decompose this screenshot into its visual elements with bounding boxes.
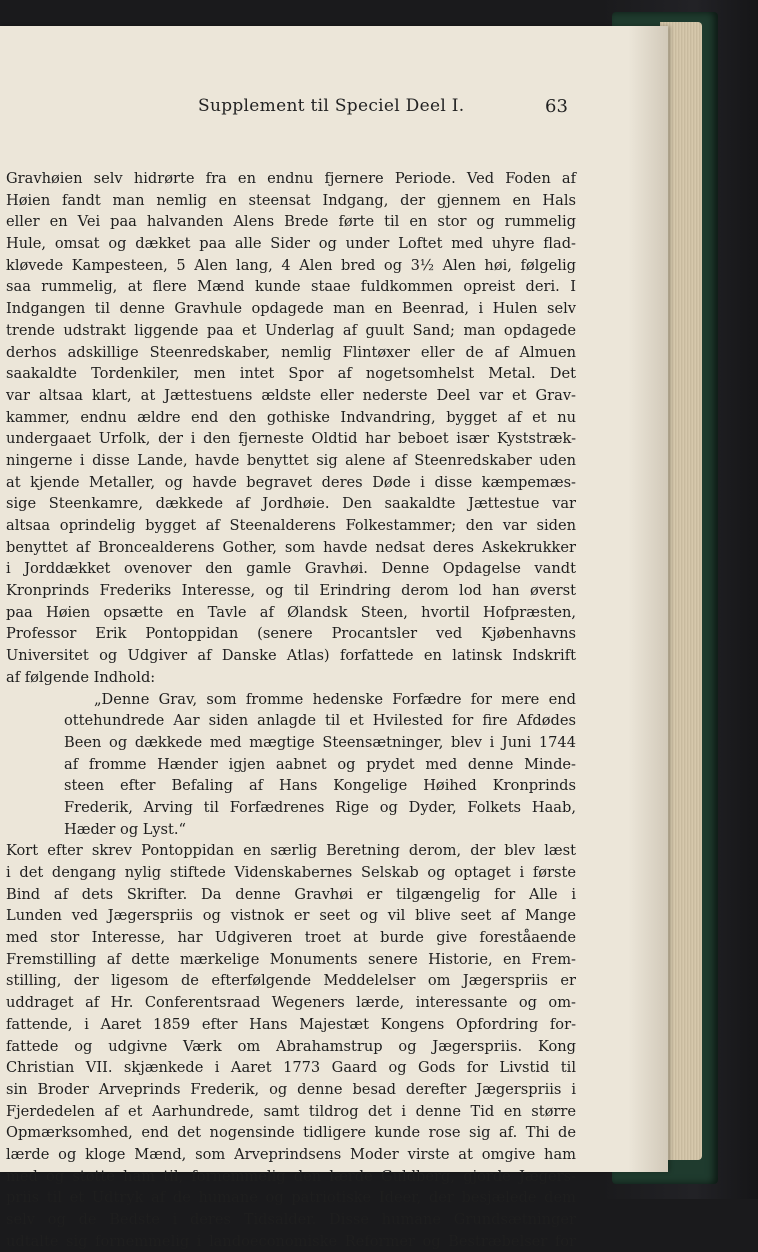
text-line: Lunden ved Jægerspriis og vistnok er seet og vil blive seet af Mange <box>6 907 576 925</box>
text-line: altsaa oprindelig bygget af Steenalderens Folkestammer; den var siden <box>6 517 576 534</box>
text-line: trende udstrakt liggende paa et Underlag af guult Sand; man opdagede <box>6 321 576 339</box>
quote-line: ottehundrede Aar siden anlagde til et Hvilested for fire Afdødes <box>64 712 576 730</box>
quote-line: Hæder og Lyst.“ <box>64 820 186 838</box>
text-line: sige Steenkamre, dækkede af Jordhøie. Den saakaldte Jættestue var <box>6 495 576 513</box>
text-line: Opmærksomhed, end det nogensinde tidligere kunde rose sig af. Thi de <box>6 1124 576 1142</box>
text-line: fattende, i Aaret 1859 efter Hans Majestæt Kongens Opfordring for- <box>6 1015 576 1033</box>
running-head: Supplement til Speciel Deel I. <box>198 96 465 116</box>
book-page <box>0 26 668 1250</box>
page-header <box>0 96 668 122</box>
text-line: stilling, der ligesom de efterfølgende Meddelelser om Jægerspriis er <box>6 972 576 990</box>
text-line: i Jorddækket ovenover den gamle Gravhøi. Denne Opdagelse vandt <box>6 560 576 578</box>
text-line: derhos adskillige Steenredskaber, nemlig Flintøxer eller de af Almuen <box>6 343 576 361</box>
text-line: Hule, omsat og dækket paa alle Sider og under Loftet med uhyre flad- <box>6 235 576 253</box>
text-line: var altsaa klart, at Jættestuens ældste eller nederste Deel var et Grav- <box>6 386 576 404</box>
quote-line: af fromme Hænder igjen aabnet og prydet med denne Minde- <box>64 755 576 773</box>
text-line: Christian VII. skjænkede i Aaret 1773 Gaard og Gods for Livstid til <box>6 1059 576 1077</box>
text-line: Fremstilling af dette mærkelige Monuments senere Historie, en Frem- <box>6 950 576 968</box>
text-line: at kjende Metaller, og havde begravet deres Døde i disse kæmpemæs- <box>6 473 576 491</box>
text-line: lærde og kloge Mænd, som Arveprindsens Moder virste at omgive ham <box>6 1145 576 1163</box>
quote-line: „Denne Grav, som fromme hedenske Forfædre for mere end <box>94 690 576 708</box>
page-number: 63 <box>545 96 568 117</box>
text-line: selv og de Bedste i deres Tidsalder. Disse humane Grundsætninger <box>6 1211 576 1228</box>
body-text <box>6 168 576 1252</box>
text-line: kammer, endnu ældre end den gothiske Indvandring, bygget af et nu <box>6 408 576 426</box>
gutter-shade <box>628 26 668 1172</box>
text-line: Gravhøien selv hidrørte fra en endnu fjernere Periode. Ved Foden af <box>6 170 576 187</box>
text-line: saakaldte Tordenkiler, men intet Spor af nogetsomhelst Metal. Det <box>6 365 576 383</box>
text-line: udtalte sig fornemmelig i landoeconomiske Reformer og Bestræbelser for <box>6 1232 576 1250</box>
text-line: Kronprinds Frederiks Interesse, og til Erindring derom lod han øverst <box>6 582 576 600</box>
text-line: Indgangen til denne Gravhule opdagede man en Beenrad, i Hulen selv <box>6 300 576 318</box>
quote-line: Been og dækkede med mægtige Steensætninger, blev i Juni 1744 <box>64 733 576 751</box>
text-line: af følgende Indhold: <box>6 668 156 686</box>
text-line: Kort efter skrev Pontoppidan en særlig Beretning derom, der blev læst <box>6 842 576 860</box>
text-line: med og støtte ham til, fornemmelig den lærde Guldberg, gjorde Jægers- <box>6 1167 576 1185</box>
text-line: priis til et Udtryk af de humane og patriotiske Ideer, der besjælede dem <box>6 1189 576 1207</box>
quote-line: steen efter Befaling af Hans Kongelige Høihed Kronprinds <box>64 777 576 795</box>
text-line: Bind af dets Skrifter. Da denne Gravhøi er tilgængelig for Alle i <box>6 885 576 903</box>
text-line: Fjerdedelen af et Aarhundrede, samt tildrog det i denne Tid en større <box>6 1102 576 1120</box>
text-line: eller en Vei paa halvanden Alens Brede førte til en stor og rummelig <box>6 213 576 231</box>
text-line: kløvede Kampesteen, 5 Alen lang, 4 Alen bred og 3½ Alen høi, følgelig <box>6 256 576 274</box>
text-line: Høien fandt man nemlig en steensat Indgang, der gjennem en Hals <box>6 191 576 209</box>
text-line: undergaaet Urfolk, der i den fjerneste Oldtid har beboet især Kyststræk- <box>6 430 576 448</box>
text-line: ningerne i disse Lande, havde benyttet sig alene af Steenredskaber uden <box>6 451 576 469</box>
quote-line: Frederik, Arving til Forfædrenes Rige og Dyder, Folkets Haab, <box>64 798 576 816</box>
text-line: paa Høien opsætte en Tavle af Ølandsk Steen, hvortil Hofpræsten, <box>6 603 576 621</box>
text-line: saa rummelig, at flere Mænd kunde staae fuldkommen opreist deri. I <box>6 278 576 296</box>
text-line: Professor Erik Pontoppidan (senere Procantsler ved Kjøbenhavns <box>6 625 576 643</box>
text-line: med stor Interesse, har Udgiveren troet at burde give foreståaende <box>6 929 576 947</box>
text-line: sin Broder Arveprinds Frederik, og denne besad derefter Jægerspriis i <box>6 1080 576 1098</box>
text-line: uddraget af Hr. Conferentsraad Wegeners lærde, interessante og om- <box>6 994 576 1012</box>
text-line: Universitet og Udgiver af Danske Atlas) forfattede en latinsk Indskrift <box>6 647 576 665</box>
text-line: fattede og udgivne Værk om Abrahamstrup og Jægerspriis. Kong <box>6 1037 576 1055</box>
text-line: i det dengang nylig stiftede Videnskabernes Selskab og optaget i første <box>6 864 576 881</box>
text-line: benyttet af Broncealderens Gother, som havde nedsat deres Askekrukker <box>6 538 576 556</box>
